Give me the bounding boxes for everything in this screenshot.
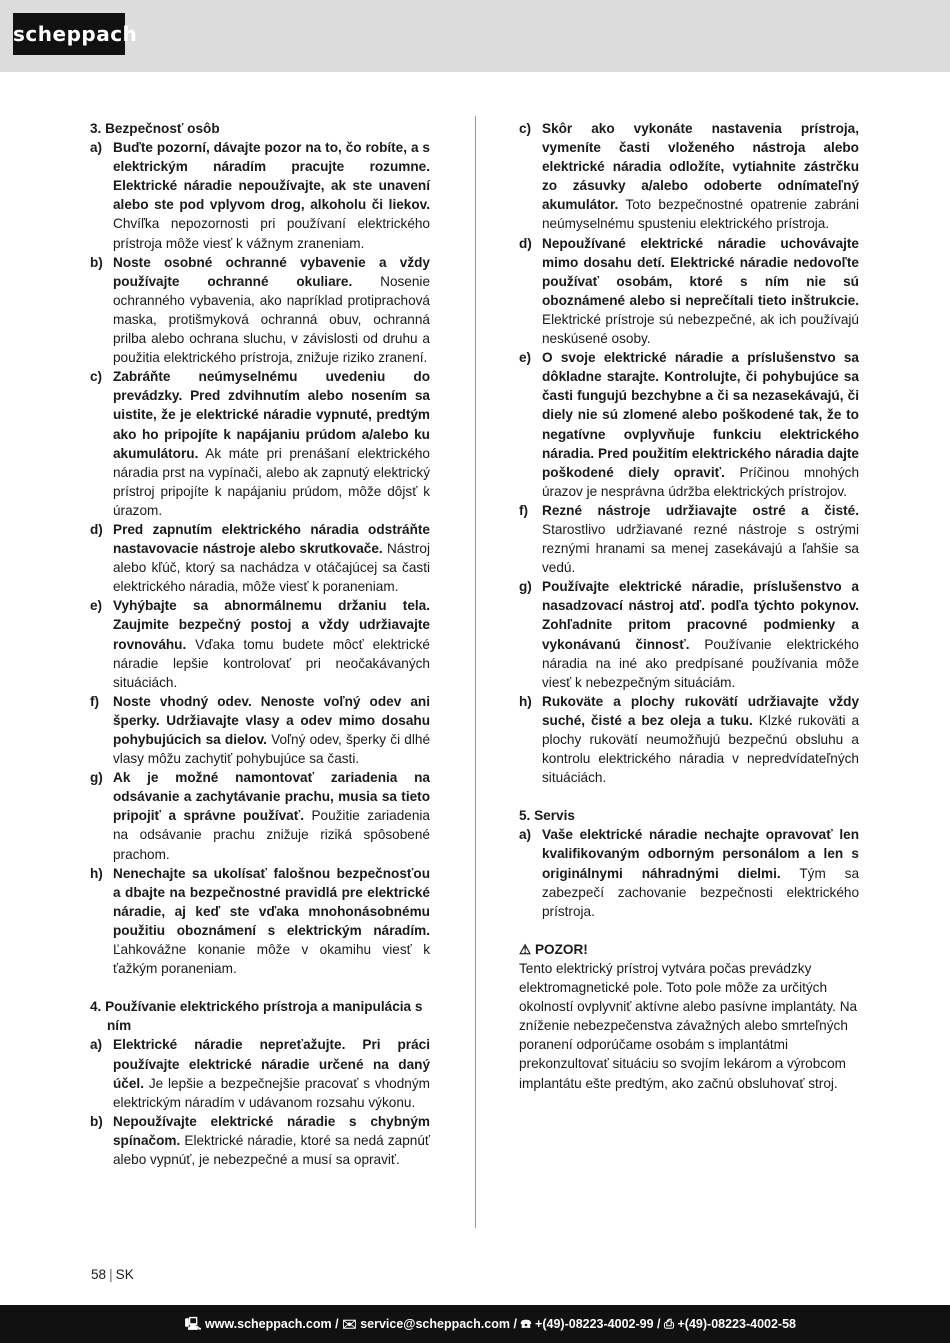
item-label: c)	[90, 369, 103, 385]
item-bold-text: Nenechajte sa ukolísať falošnou bezpečnosťou a dbajte na bezpečnostné pravidlá pre elektrické náradie, aj keď ste vďaka mnohonásobnému použitiu oboznámení s elektrickým náradím.	[113, 865, 430, 938]
warning-heading	[519, 940, 859, 959]
list-item	[90, 367, 430, 520]
item-bold-text: Ak je možné namontovať zariadenia na odsávanie a zachytávanie prachu, musia sa tieto pripojiť a správne používať.	[113, 770, 430, 824]
item-bold-text: Noste osobné ochranné vybavenie a vždy používajte ochranné okuliare.	[113, 254, 430, 289]
footer-separator: /	[657, 1317, 661, 1331]
item-text: Používanie elektrického náradia na iné ako predpísané používania môže viesť k nebezpečným situáciám.	[542, 636, 859, 690]
list-item	[90, 520, 430, 596]
item-bold-text: Buďte pozorní, dávajte pozor na to, čo robíte, a s elektrickým náradím pracujte rozumne. Elektrické náradie nepoužívajte, ak ste unavení alebo ste pod vplyvom drog, alkoholu či liekov.	[113, 140, 430, 213]
item-bold-text: Pred zapnutím elektrického náradia odstráňte nastavovacie nástroje alebo skrutkovače.	[113, 521, 430, 557]
item-text: Ľahkovážne konanie môže v okamihu viesť k ťažkým poraneniam.	[113, 942, 430, 977]
page-language: SK	[115, 1267, 134, 1282]
item-text: Použitie zariadenia na odsávanie prachu znižuje riziká spôsobené prachom.	[113, 808, 430, 862]
item-label: g)	[90, 770, 103, 786]
item-text: Elektrické náradie, ktoré sa nedá zapnúť alebo vypnúť, je nebezpečné a musí sa opraviť.	[113, 1132, 431, 1167]
item-label: h)	[519, 693, 532, 709]
item-bold-text: Vaše elektrické náradie nechajte opravovať len kvalifikovaným odborným personálom a len s originálnymi náhradnými dielmi.	[542, 827, 859, 881]
item-bold-text: Nepoužívané elektrické náradie uchovávajte mimo dosahu detí. Elektrické náradie nedovoľte používať osobám, ktoré s ním nie sú oboznámené alebo si neprečítali tieto inštrukcie.	[542, 235, 859, 308]
item-bold-text: Používajte elektrické náradie, príslušenstvo a nasadzovací nástroj atď. podľa týchto pokynov. Zohľadnite pritom pracovné podmienky a vykonávanú činnosť.	[542, 579, 859, 652]
list-item	[519, 825, 859, 920]
item-bold-text: O svoje elektrické náradie a príslušenstvo sa dôkladne starajte. Kontrolujte, či pohybujúce sa časti fungujú bezchybne a či sa nezasekávajú, či diely nie sú zlomené alebo poškodené tak, že to negatívne ovplyvňuje funkciu elektrického náradia. Pred použitím elektrického náradia dajte poškodené diely opraviť.	[542, 350, 859, 480]
item-label: e)	[519, 350, 532, 366]
page-number-separator: |	[109, 1267, 113, 1282]
item-bold-text: Zabráňte neúmyselnému uvedeniu do prevádzky. Pred zdvihnutím alebo nosením sa uistite, že je elektrické náradie vypnuté, predtým ako ho pripojíte k napájaniu prúdom a/alebo ku akumulátoru.	[113, 369, 430, 461]
footer-fax: +(49)-08223-4002-58	[677, 1317, 796, 1331]
right-column	[519, 119, 859, 1093]
item-label: a)	[90, 140, 103, 156]
item-label: f)	[519, 502, 529, 518]
scheppach-logo: scheppach	[13, 13, 125, 55]
footer-separator: /	[335, 1317, 339, 1331]
item-text: Nosenie ochranného vybavenia, ako napríklad protiprachová maska, protišmyková ochranná obuv, ochranná prilba alebo ochrana sluchu, v závislosti od druhu a použitia elektrického prístroja, znižuje riziko zranení.	[113, 273, 430, 366]
section-title: 3. Bezpečnosť osôb	[90, 121, 220, 136]
warning-title: POZOR!	[534, 941, 588, 957]
item-label: g)	[519, 579, 532, 595]
computer-icon: 🖳	[184, 1317, 202, 1331]
item-label: e)	[90, 598, 103, 614]
item-text: Príčinou mnohých úrazov je nesprávna údržba elektrických prístrojov.	[542, 464, 859, 499]
fax-icon: ⎙	[664, 1317, 675, 1331]
item-bold-text: Skôr ako vykonáte nastavenia prístroja, vymeníte časti vloženého nástroja alebo elektrické náradia odložíte, vytiahnite zástrčku zo zásuvky a/alebo odoberte odnímateľný akumulátor.	[542, 121, 859, 213]
phone-icon: ☎	[520, 1317, 532, 1331]
item-label: b)	[90, 1113, 103, 1129]
list-item	[90, 596, 430, 691]
page-number-value: 58	[91, 1267, 107, 1282]
item-bold-text: Rukoväte a plochy rukovätí udržiavajte vždy suché, čisté a bez oleja a tuku.	[542, 693, 859, 728]
item-label: h)	[90, 865, 103, 881]
list-item	[519, 501, 859, 577]
item-bold-text: Elektrické náradie nepreťažujte. Pri práci používajte elektrické náradie určené na daný účel.	[113, 1037, 430, 1091]
page-number	[91, 1267, 134, 1282]
item-bold-text: Nepoužívajte elektrické náradie s chybným spínačom.	[113, 1113, 430, 1148]
list-item	[90, 1035, 430, 1111]
list-item	[519, 234, 859, 349]
footer-phone[interactable]: +(49)-08223-4002-99	[535, 1317, 654, 1331]
list-item	[519, 348, 859, 501]
page-footer	[0, 1305, 950, 1343]
item-label: b)	[90, 254, 103, 270]
list-item	[90, 253, 430, 368]
list-item	[90, 138, 430, 253]
item-label: c)	[519, 121, 532, 136]
mail-icon: ✉	[342, 1317, 357, 1331]
item-text: Nástroj alebo kľúč, ktorý sa nachádza v otáčajúcej sa časti elektrického náradia, môže viesť k poraneniam.	[113, 541, 431, 595]
item-text: Klzké rukoväti a plochy rukovätí neumožňujú bezpečnú obsluhu a kontrolu elektrického náradia v nepredvídateľných situáciách.	[542, 712, 860, 786]
item-label: d)	[90, 521, 103, 537]
page-header	[0, 0, 950, 72]
item-text: Je lepšie a bezpečnejšie pracovať s vhodným elektrickým náradím v udávanom rozsahu výkonu.	[113, 1075, 430, 1110]
item-bold-text: Noste vhodný odev. Nenoste voľný odev ani šperky. Udržiavajte vlasy a odev mimo dosahu pohybujúcich sa dielov.	[113, 693, 430, 747]
footer-separator: /	[513, 1317, 517, 1331]
list-item	[519, 119, 859, 234]
list-item	[90, 692, 430, 768]
section-title: 4. Používanie elektrického prístroja a manipulácia s ním	[90, 999, 423, 1034]
footer-website[interactable]: www.scheppach.com	[204, 1317, 332, 1331]
item-text: Voľný odev, šperky či dlhé vlasy môžu zachytiť pohybujúce sa časti.	[113, 732, 430, 767]
list-item	[90, 1112, 430, 1169]
warning-triangle-icon: ⚠	[519, 941, 532, 957]
item-label: d)	[519, 235, 532, 251]
item-text: Ak máte pri prenášaní elektrického náradia prst na vypínači, alebo ak zapnutý elektrický prístroj pripojíte k napájaniu prúdom, môže dôjsť k úrazom.	[113, 445, 430, 518]
list-item	[519, 692, 859, 787]
left-column	[90, 119, 430, 1169]
item-text: Vďaka tomu budete môcť elektrické náradie lepšie kontrolovať pri neočakávaných situáciách.	[113, 636, 430, 690]
item-text: Tým sa zabezpečí zachovanie bezpečnosti elektrického prístroja.	[542, 865, 860, 919]
item-text: Chvíľka nepozornosti pri používaní elektrického prístroja môže viesť k vážnym zraneniam.	[113, 216, 430, 251]
column-divider	[475, 116, 476, 1228]
item-text: Toto bezpečnostné opatrenie zabráni neúmyselnému spusteniu elektrického prístroja.	[542, 197, 860, 232]
item-label: a)	[519, 827, 532, 843]
section-title: 5. Servis	[519, 808, 575, 824]
list-item	[519, 577, 859, 692]
item-bold-text: Vyhýbajte sa abnormálnemu držaniu tela. Zaujmite bezpečný postoj a vždy udržiavajte rovnováhu.	[113, 598, 430, 652]
list-item	[90, 768, 430, 863]
item-text: Starostlivo udržiavané rezné nástroje s ostrými reznými hranami sa menej zasekávajú a ľahšie sa vedú.	[542, 521, 859, 576]
item-label: f)	[90, 693, 100, 709]
item-label: a)	[90, 1037, 103, 1053]
item-text: Elektrické prístroje sú nebezpečné, ak ich používajú neskúsené osoby.	[542, 311, 859, 347]
list-item	[90, 864, 430, 979]
warning-body: Tento elektrický prístroj vytvára počas prevádzky elektromagnetické pole. Toto pole môže za určitých okolností ovplyvniť aktívne alebo pasívne implantáty. Na zníženie nebezpečenstva závažných alebo smrteľných poranení odporúčame osobám s implantátmi prekonzultovať situáciu so svojím lekárom a výrobcom implantátu ešte predtým, ako začnú obsluhovať stroj.	[519, 960, 858, 1091]
item-bold-text: Rezné nástroje udržiavajte ostré a čisté.	[542, 502, 859, 518]
footer-email[interactable]: service@scheppach.com	[360, 1317, 510, 1331]
